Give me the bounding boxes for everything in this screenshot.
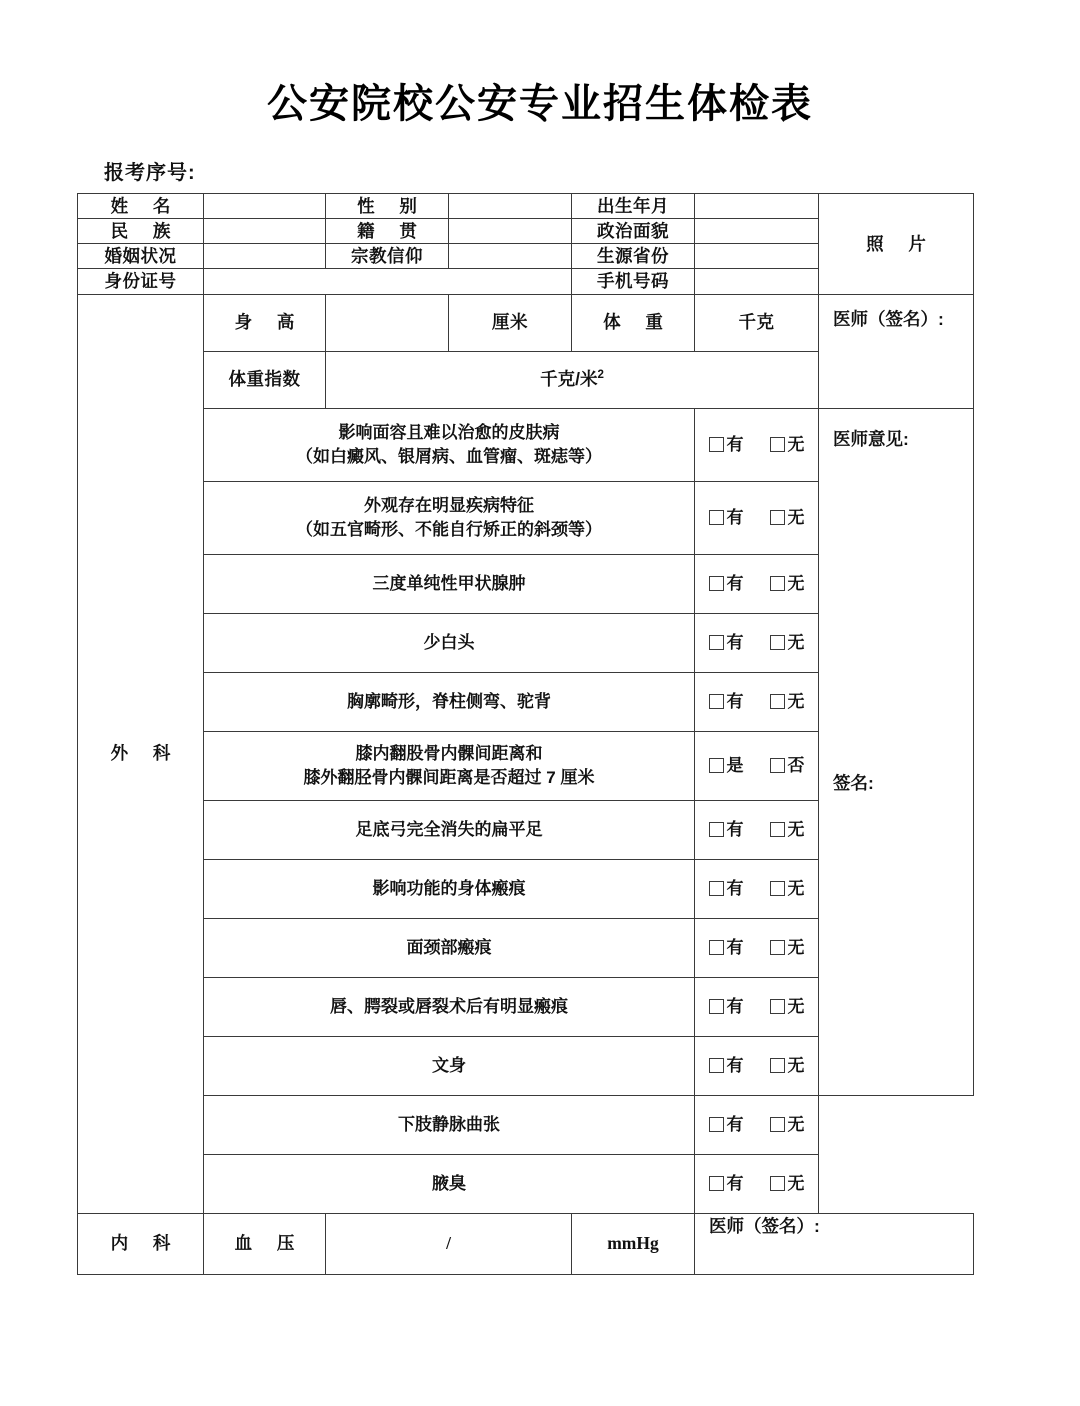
checkbox-option-b-label: 无 xyxy=(787,1055,805,1075)
checkbox-option-a-label: 有 xyxy=(726,878,744,898)
checkbox-option-a[interactable] xyxy=(709,754,744,777)
birth-value[interactable] xyxy=(695,194,819,219)
surgery-item-line1: 下肢静脉曲张 xyxy=(398,1114,500,1134)
checkbox-option-a[interactable] xyxy=(709,572,744,595)
bmi-label: 体重指数 xyxy=(204,351,326,408)
surgery-item-text xyxy=(204,918,695,977)
surgery-item-line1: 面颈部瘢痕 xyxy=(406,937,492,957)
checkbox-option-b[interactable] xyxy=(770,631,805,654)
height-label: 身 高 xyxy=(204,294,326,351)
blood-pressure-unit: mmHg xyxy=(572,1213,695,1274)
blood-pressure-value-cell[interactable] xyxy=(326,1213,572,1274)
checkbox-option-b-label: 无 xyxy=(787,996,805,1016)
checkbox-option-b-label: 无 xyxy=(787,878,805,898)
birth-label: 出生年月 xyxy=(572,194,695,219)
source-province-label: 生源省份 xyxy=(572,244,695,269)
gender-label: 性 别 xyxy=(326,194,449,219)
checkbox-option-b-label: 无 xyxy=(787,434,805,454)
checkbox-square-icon[interactable] xyxy=(770,1058,785,1073)
surgery-item-text xyxy=(204,1036,695,1095)
checkbox-square-icon[interactable] xyxy=(709,758,724,773)
checkbox-square-icon[interactable] xyxy=(709,1117,724,1132)
checkbox-square-icon[interactable] xyxy=(709,694,724,709)
surgery-item-text xyxy=(204,1095,695,1154)
checkbox-square-icon[interactable] xyxy=(770,437,785,452)
checkbox-option-a[interactable] xyxy=(709,995,744,1018)
table-row-height-weight xyxy=(78,294,974,351)
checkbox-option-a[interactable] xyxy=(709,433,744,456)
checkbox-option-b[interactable] xyxy=(770,1054,805,1077)
source-province-value[interactable] xyxy=(695,244,819,269)
surgery-item-text xyxy=(204,408,695,481)
table-row-surgery-item xyxy=(78,1154,974,1213)
political-status-label: 政治面貌 xyxy=(572,219,695,244)
table-row-internal-medicine xyxy=(78,1213,974,1274)
photo-cell[interactable]: 照 片 xyxy=(819,194,974,295)
checkbox-option-b[interactable] xyxy=(770,1113,805,1136)
checkbox-option-b[interactable] xyxy=(770,995,805,1018)
checkbox-option-b-label: 无 xyxy=(787,937,805,957)
checkbox-option-a-label: 有 xyxy=(726,1114,744,1134)
weight-unit: 千克 xyxy=(695,294,819,351)
checkbox-option-a-label: 有 xyxy=(726,819,744,839)
surgery-item-options xyxy=(695,859,819,918)
checkbox-square-icon[interactable] xyxy=(709,635,724,650)
surgery-item-line1: 腋臭 xyxy=(432,1173,466,1193)
checkbox-option-a-label: 有 xyxy=(726,1055,744,1075)
religion-value[interactable] xyxy=(449,244,572,269)
surgery-item-options xyxy=(695,408,819,481)
checkbox-option-b[interactable] xyxy=(770,818,805,841)
doctor-opinion-cell[interactable] xyxy=(819,408,974,1095)
checkbox-option-b[interactable] xyxy=(770,433,805,456)
checkbox-option-b-label: 无 xyxy=(787,819,805,839)
medical-exam-table xyxy=(77,193,974,1275)
checkbox-option-a[interactable] xyxy=(709,877,744,900)
checkbox-square-icon[interactable] xyxy=(770,999,785,1014)
checkbox-option-a-label: 有 xyxy=(726,996,744,1016)
checkbox-square-icon[interactable] xyxy=(709,822,724,837)
checkbox-option-a[interactable] xyxy=(709,690,744,713)
checkbox-square-icon[interactable] xyxy=(770,1176,785,1191)
religion-label: 宗教信仰 xyxy=(326,244,449,269)
surgery-item-line1: 膝内翻股骨内髁间距离和 xyxy=(355,744,543,764)
checkbox-square-icon[interactable] xyxy=(709,1058,724,1073)
surgery-item-text xyxy=(204,554,695,613)
checkbox-option-a-label: 有 xyxy=(726,691,744,711)
checkbox-option-a[interactable] xyxy=(709,631,744,654)
checkbox-square-icon[interactable] xyxy=(770,758,785,773)
ethnicity-label: 民 族 xyxy=(78,219,204,244)
surgery-item-line1: 三度单纯性甲状腺肿 xyxy=(372,573,526,593)
checkbox-option-b-label: 无 xyxy=(787,507,805,527)
doctor-signature-measurements[interactable]: 医师（签名）: xyxy=(819,294,974,408)
checkbox-square-icon[interactable] xyxy=(770,822,785,837)
height-unit: 厘米 xyxy=(449,294,572,351)
surgery-item-text xyxy=(204,800,695,859)
checkbox-option-a-label: 有 xyxy=(726,632,744,652)
checkbox-option-a-label: 有 xyxy=(726,937,744,957)
page-title: 公安院校公安专业招生体检表 xyxy=(267,80,813,127)
checkbox-option-a-label: 有 xyxy=(726,1173,744,1193)
surgery-item-text xyxy=(204,977,695,1036)
checkbox-option-a[interactable] xyxy=(709,818,744,841)
surgery-item-options xyxy=(695,613,819,672)
bmi-unit-superscript: 2 xyxy=(597,369,604,382)
weight-label: 体 重 xyxy=(572,294,695,351)
native-place-label: 籍 贯 xyxy=(326,219,449,244)
checkbox-square-icon[interactable] xyxy=(770,1117,785,1132)
checkbox-option-b[interactable] xyxy=(770,754,805,777)
checkbox-option-b-label: 否 xyxy=(787,755,805,775)
surgery-item-options xyxy=(695,1095,819,1154)
checkbox-option-a[interactable] xyxy=(709,506,744,529)
surgery-item-text xyxy=(204,613,695,672)
gender-value[interactable] xyxy=(449,194,572,219)
marital-value[interactable] xyxy=(204,244,326,269)
checkbox-option-b-label: 无 xyxy=(787,573,805,593)
checkbox-option-a-label: 是 xyxy=(726,755,744,775)
surgery-item-options xyxy=(695,918,819,977)
table-row-surgery-item xyxy=(78,1095,974,1154)
checkbox-option-b-label: 无 xyxy=(787,1173,805,1193)
checkbox-square-icon[interactable] xyxy=(709,1176,724,1191)
name-label: 姓 名 xyxy=(78,194,204,219)
checkbox-square-icon[interactable] xyxy=(709,437,724,452)
checkbox-option-b-label: 无 xyxy=(787,691,805,711)
surgery-item-line1: 唇、腭裂或唇裂术后有明显瘢痕 xyxy=(330,996,568,1016)
checkbox-square-icon[interactable] xyxy=(709,881,724,896)
id-number-label: 身份证号 xyxy=(78,269,204,294)
marital-label: 婚姻状况 xyxy=(78,244,204,269)
surgery-item-text xyxy=(204,481,695,554)
checkbox-square-icon[interactable] xyxy=(770,940,785,955)
surgery-item-line1: 文身 xyxy=(432,1055,466,1075)
surgery-item-line1: 外观存在明显疾病特征 xyxy=(364,496,534,516)
doctor-opinion-label: 医师意见: xyxy=(833,428,909,449)
surgery-item-options xyxy=(695,554,819,613)
checkbox-square-icon[interactable] xyxy=(770,694,785,709)
name-value[interactable] xyxy=(204,194,326,219)
surgery-item-options xyxy=(695,977,819,1036)
checkbox-option-b[interactable] xyxy=(770,1172,805,1195)
checkbox-option-b[interactable] xyxy=(770,877,805,900)
ethnicity-value[interactable] xyxy=(204,219,326,244)
phone-label: 手机号码 xyxy=(572,269,695,294)
table-row-name xyxy=(78,194,974,219)
section-label-surgery: 外 科 xyxy=(78,294,204,1213)
surgery-item-line1: 少白头 xyxy=(423,632,475,652)
checkbox-square-icon[interactable] xyxy=(770,510,785,525)
surgery-item-options xyxy=(695,800,819,859)
checkbox-option-b[interactable] xyxy=(770,572,805,595)
blood-pressure-separator: / xyxy=(446,1233,451,1254)
checkbox-square-icon[interactable] xyxy=(770,576,785,591)
checkbox-square-icon[interactable] xyxy=(770,635,785,650)
serial-number-label: 报考序号: xyxy=(104,162,196,184)
doctor-signature-internal-medicine[interactable]: 医师（签名）: xyxy=(695,1213,974,1274)
checkbox-option-a[interactable] xyxy=(709,1113,744,1136)
checkbox-option-a-label: 有 xyxy=(726,507,744,527)
surgery-item-line1: 影响功能的身体瘢痕 xyxy=(372,878,526,898)
surgery-item-options xyxy=(695,1154,819,1213)
surgery-item-options xyxy=(695,731,819,800)
surgery-item-text xyxy=(204,672,695,731)
table-row-surgery-item xyxy=(78,408,974,481)
phone-value[interactable] xyxy=(695,269,819,294)
surgery-item-line2: （如五官畸形、不能自行矫正的斜颈等） xyxy=(296,519,602,539)
height-value[interactable] xyxy=(326,294,449,351)
surgery-item-options xyxy=(695,1036,819,1095)
checkbox-option-a[interactable] xyxy=(709,1054,744,1077)
blood-pressure-label: 血 压 xyxy=(204,1213,326,1274)
checkbox-option-a[interactable] xyxy=(709,936,744,959)
section-label-internal-medicine: 内 科 xyxy=(78,1213,204,1274)
checkbox-square-icon[interactable] xyxy=(709,940,724,955)
surgery-item-text xyxy=(204,859,695,918)
native-place-value[interactable] xyxy=(449,219,572,244)
checkbox-square-icon[interactable] xyxy=(709,999,724,1014)
surgery-item-line2: （如白癜风、银屑病、血管瘤、斑痣等） xyxy=(296,446,602,466)
political-status-value[interactable] xyxy=(695,219,819,244)
checkbox-option-b-label: 无 xyxy=(787,632,805,652)
surgery-item-line2: 膝外翻胫骨内髁间距离是否超过 7 厘米 xyxy=(303,767,595,787)
doctor-opinion-signature-label: 签名: xyxy=(833,772,874,793)
surgery-item-text xyxy=(204,1154,695,1213)
surgery-item-line1: 足底弓完全消失的扁平足 xyxy=(355,819,543,839)
id-number-value[interactable] xyxy=(204,269,572,294)
checkbox-option-b-label: 无 xyxy=(787,1114,805,1134)
surgery-item-options xyxy=(695,672,819,731)
checkbox-square-icon[interactable] xyxy=(709,576,724,591)
checkbox-option-a[interactable] xyxy=(709,1172,744,1195)
surgery-item-options xyxy=(695,481,819,554)
surgery-item-text xyxy=(204,731,695,800)
checkbox-option-b[interactable] xyxy=(770,936,805,959)
checkbox-square-icon[interactable] xyxy=(709,510,724,525)
bmi-unit-cell[interactable] xyxy=(326,351,819,408)
checkbox-option-a-label: 有 xyxy=(726,434,744,454)
checkbox-option-a-label: 有 xyxy=(726,573,744,593)
surgery-item-line1: 胸廓畸形，脊柱侧弯、驼背 xyxy=(347,691,551,711)
surgery-item-line1: 影响面容且难以治愈的皮肤病 xyxy=(338,423,560,443)
bmi-unit: 千克/米 xyxy=(540,369,598,390)
checkbox-square-icon[interactable] xyxy=(770,881,785,896)
checkbox-option-b[interactable] xyxy=(770,506,805,529)
checkbox-option-b[interactable] xyxy=(770,690,805,713)
